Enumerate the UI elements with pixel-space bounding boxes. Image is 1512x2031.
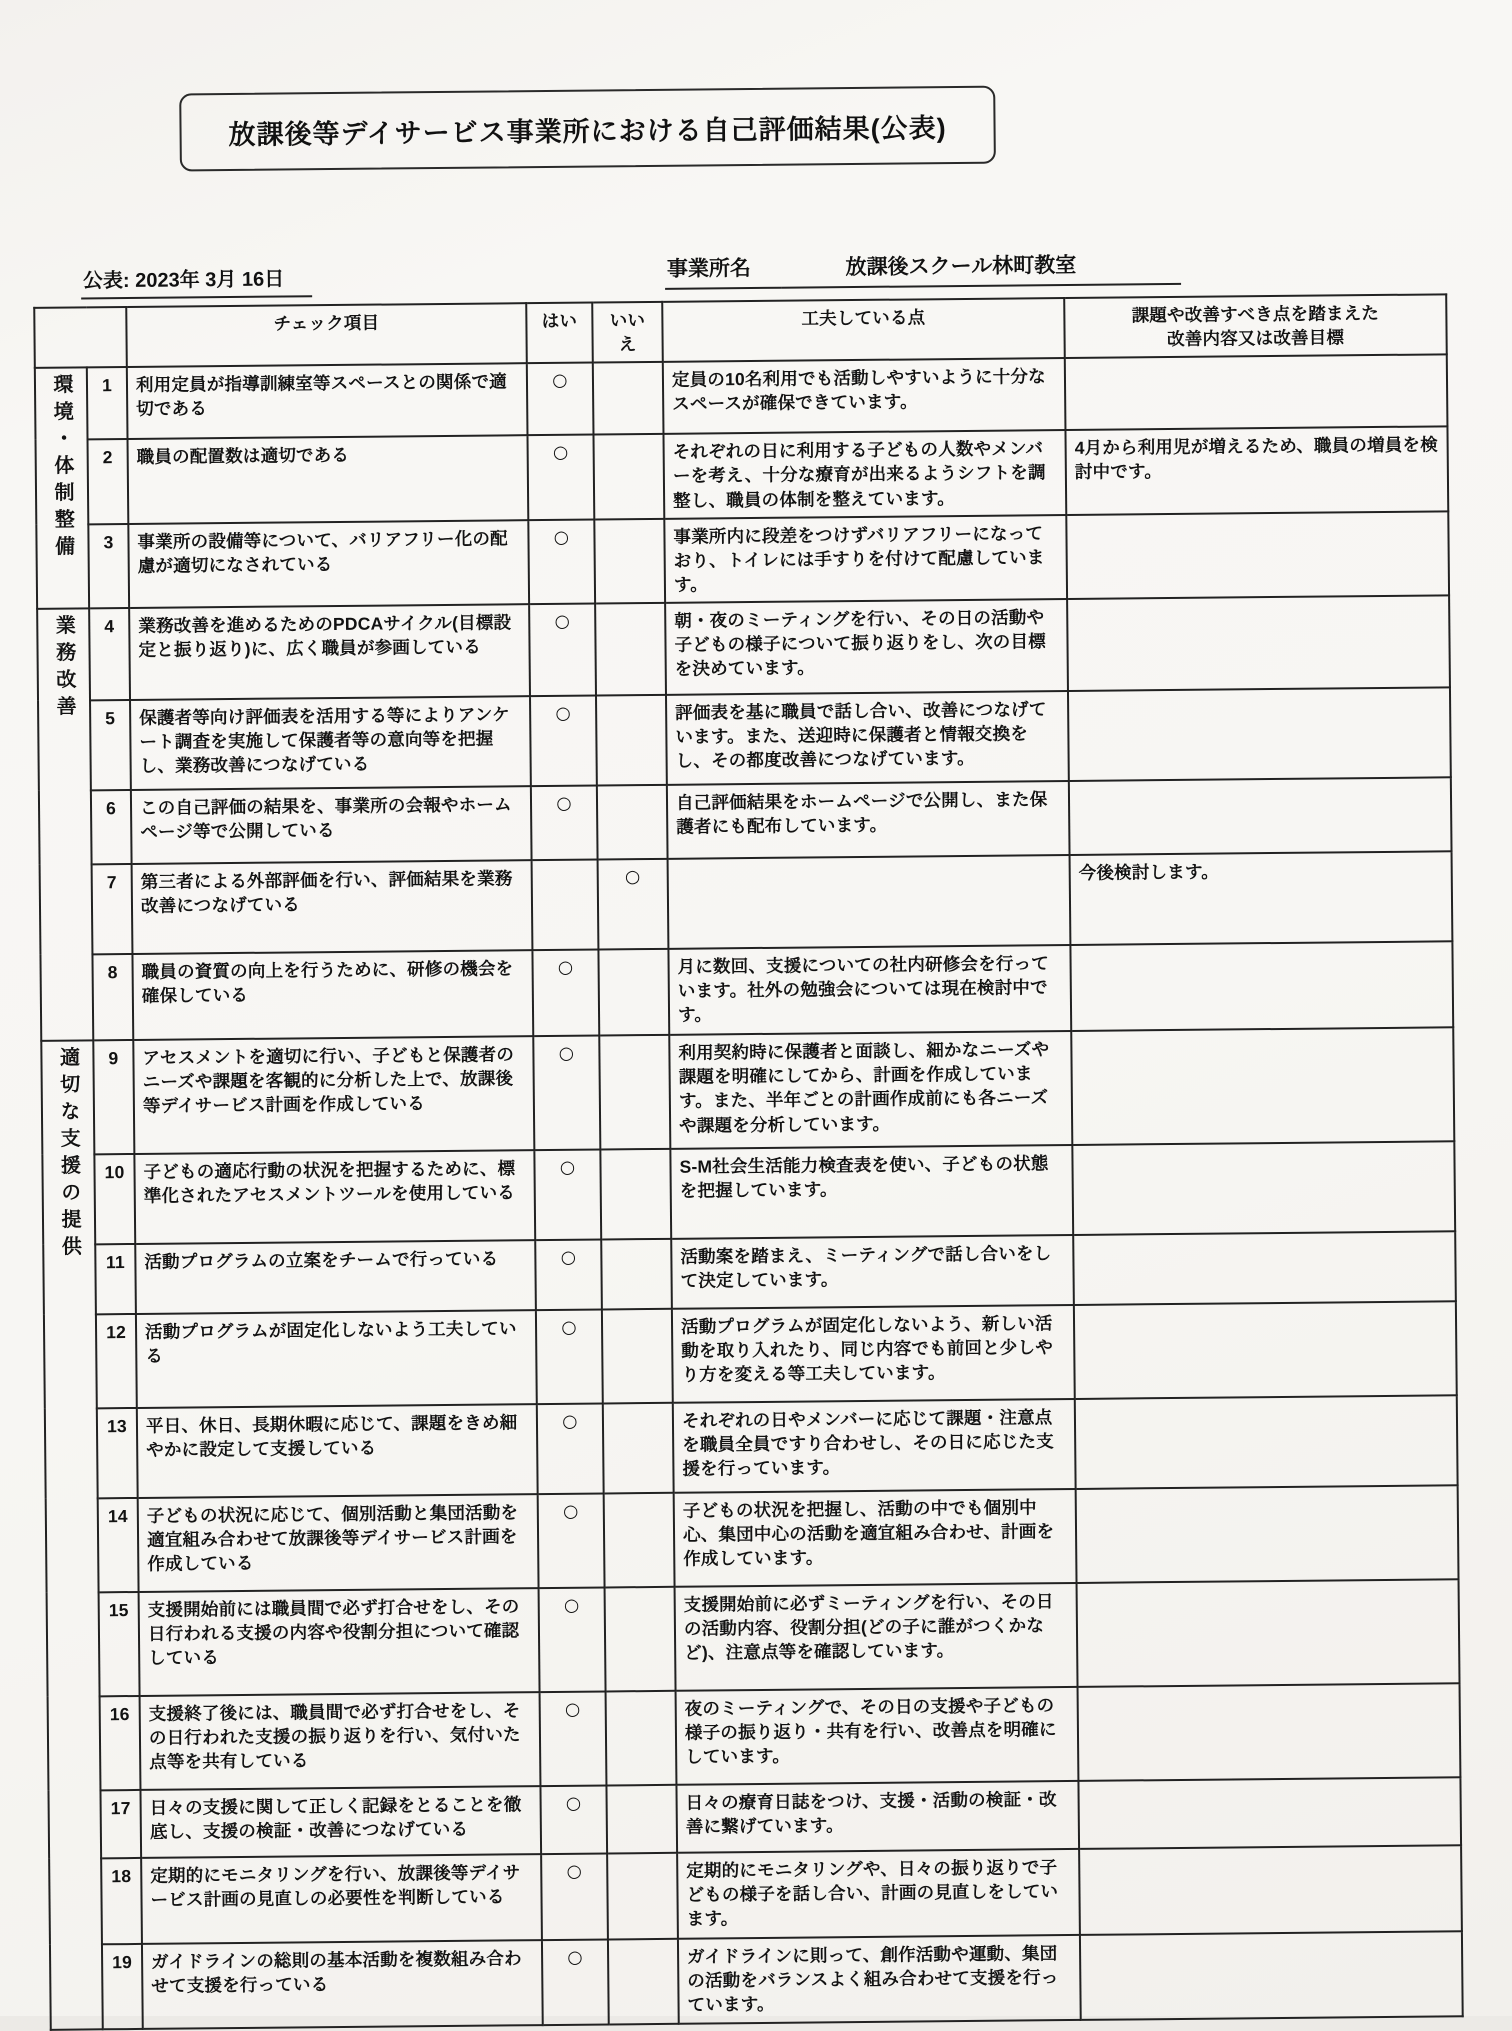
- meta-line: [0, 245, 1505, 300]
- table-row: [47, 1579, 1460, 1697]
- row-number: 16: [100, 1696, 141, 1790]
- devised-point: 月に数回、支援についての社内研修会を行っています。社外の勉強会については現在検討中です。: [668, 945, 1071, 1035]
- check-item: 定期的にモニタリングを行い、放課後等デイサービス計画の見直しの必要性を判断している: [141, 1854, 542, 1944]
- yes-mark: ○: [539, 1588, 606, 1693]
- header-empty-cell: [34, 307, 127, 368]
- office-name: 放課後スクール林町教室: [781, 248, 1181, 289]
- improvement-note: [1079, 1845, 1462, 1935]
- improvement-note: [1067, 595, 1450, 691]
- row-number: 15: [99, 1592, 140, 1696]
- yes-mark: ○: [536, 1310, 603, 1405]
- yes-mark: ○: [528, 519, 595, 604]
- header-yes: はい: [526, 303, 593, 364]
- check-item: 利用定員が指導訓練室等スペースとの関係で適切である: [127, 363, 528, 439]
- check-item: 事業所の設備等について、バリアフリー化の配慮が適切になされている: [128, 520, 529, 608]
- check-item: ガイドラインの総則の基本活動を複数組み合わせて支援を行っている: [142, 1940, 543, 2028]
- row-number: 14: [98, 1498, 139, 1592]
- check-item: 支援開始前には職員間で必ず打合せをし、その日行われる支援の内容や役割分担について確認している: [139, 1588, 540, 1696]
- devised-point: 活動案を踏まえ、ミーティングで話し合いをして決定しています。: [671, 1235, 1074, 1309]
- no-mark: [598, 949, 669, 1036]
- yes-mark: ○: [529, 604, 596, 697]
- no-mark: [601, 1239, 672, 1310]
- row-number: 18: [101, 1858, 142, 1944]
- check-item: この自己評価の結果を、事業所の会報やホームページ等で公開している: [131, 786, 532, 864]
- no-mark: [606, 1691, 677, 1786]
- table-row: [46, 1485, 1459, 1593]
- check-item: 第三者による外部評価を行い、評価結果を業務改善につなげている: [132, 860, 533, 954]
- no-mark: ○: [598, 859, 669, 950]
- no-mark: [607, 1853, 678, 1940]
- category-business-improvement: 業務改善: [37, 609, 93, 1041]
- devised-point: 事業所内に段差をつけずバリアフリーになっており、トイレには手すりを付けて配慮しています。: [664, 515, 1067, 603]
- check-item: 業務改善を進めるためのPDCAサイクル(目標設定と振り返り)に、広く職員が参画している: [129, 604, 530, 700]
- table-row: [38, 687, 1451, 791]
- table-row: [48, 1683, 1461, 1791]
- table-row: [43, 1231, 1456, 1315]
- yes-mark: ○: [542, 1940, 609, 2025]
- improvement-note: [1080, 1931, 1463, 2019]
- no-mark: [600, 1149, 671, 1240]
- row-number: 6: [91, 790, 132, 864]
- improvement-note: [1075, 1395, 1458, 1489]
- yes-mark: ○: [527, 435, 594, 520]
- improvement-note: [1066, 511, 1449, 599]
- improvement-note: [1078, 1683, 1461, 1781]
- no-mark: [602, 1309, 673, 1404]
- yes-mark: ○: [541, 1854, 608, 1941]
- check-item: 日々の支援に関して正しく記録をとることを徹底し、支援の検証・改善につなげている: [140, 1786, 541, 1858]
- devised-point: 活動プログラムが固定化しないよう、新しい活動を取り入れたり、同じ内容でも前回と少しやり方を変える等工夫しています。: [672, 1305, 1075, 1403]
- table-row: [50, 1931, 1463, 2029]
- check-item: 子どもの状況に応じて、個別活動と集団活動を適宜組み合わせて放課後等デイサービス計画を作成している: [138, 1494, 539, 1592]
- check-item: アセスメントを適切に行い、子どもと保護者のニーズや課題を客観的に分析した上で、放課後等デイサービス計画を作成している: [133, 1036, 534, 1154]
- devised-point: ガイドラインに則って、創作活動や運動、集団の活動をバランスよく組み合わせて支援を行っています。: [678, 1935, 1081, 2023]
- check-item: 子どもの適応行動の状況を把握するために、標準化されたアセスメントツールを使用している: [134, 1150, 535, 1244]
- devised-point: それぞれの日に利用する子どもの人数やメンバーを考え、十分な療育が出来るようシフトを調整し、職員の体制を整えています。: [663, 430, 1066, 518]
- row-number: 7: [92, 864, 133, 954]
- no-mark: [593, 362, 664, 435]
- header-no: いいえ: [592, 302, 663, 363]
- yes-mark: ○: [527, 363, 594, 436]
- check-item: 活動プログラムの立案をチームで行っている: [135, 1240, 536, 1314]
- header-devised-points: 工夫している点: [662, 298, 1065, 362]
- devised-point: 利用契約時に保護者と面談し、細かなニーズや課題を明確にしてから、計画を作成しています。また、半年ごとの計画作成前にも各ニーズや課題を分析しています。: [669, 1031, 1072, 1149]
- row-number: 2: [88, 439, 129, 524]
- devised-point: 評価表を基に職員で話し合い、改善につなげています。また、送迎時に保護者と情報交換をし、その都度改善につなげています。: [666, 691, 1069, 785]
- improvement-note: [1065, 355, 1448, 431]
- yes-mark: ○: [537, 1404, 604, 1495]
- improvement-note: 今後検討します。: [1070, 851, 1453, 945]
- improvement-note: [1076, 1485, 1459, 1583]
- category-environment: 環境・体制整備: [35, 368, 89, 609]
- check-item: 保護者等向け評価表を活用する等によりアンケート調査を実施して保護者等の意向等を把握し、業務改善につなげている: [130, 696, 531, 790]
- no-mark: [599, 1035, 670, 1150]
- table-row: [42, 1141, 1455, 1245]
- category-appropriate-support: 適切な支援の提供: [41, 1040, 102, 2029]
- no-mark: [603, 1403, 674, 1494]
- check-item: 職員の配置数は適切である: [128, 435, 529, 523]
- table-row: [39, 777, 1452, 865]
- improvement-note: [1073, 1231, 1456, 1305]
- yes-mark: ○: [531, 786, 598, 861]
- row-number: 10: [94, 1154, 135, 1244]
- table-row: [44, 1301, 1457, 1409]
- table-row: [40, 941, 1453, 1041]
- table-row: [40, 851, 1453, 955]
- improvement-note: [1077, 1579, 1460, 1687]
- yes-mark: ○: [533, 1036, 600, 1151]
- yes-mark: ○: [540, 1786, 607, 1855]
- row-number: 12: [96, 1314, 137, 1408]
- devised-point: 子どもの状況を把握し、活動の中でも個別中心、集団中心の活動を適宜組み合わせ、計画を作成しています。: [674, 1489, 1077, 1587]
- devised-point: 支援開始前に必ずミーティングを行い、その日の活動内容、役割分担(どの子に誰がつくかなど)、注意点等を確認しています。: [675, 1583, 1078, 1691]
- yes-mark: [532, 860, 599, 951]
- no-mark: [604, 1493, 675, 1588]
- yes-mark: ○: [530, 696, 597, 787]
- row-number: 9: [93, 1040, 134, 1154]
- self-evaluation-table: [33, 293, 1463, 2030]
- improvement-note: 4月から利用児が増えるため、職員の増員を検討中です。: [1065, 427, 1448, 515]
- devised-point: [668, 855, 1071, 949]
- no-mark: [594, 519, 665, 604]
- check-item: 職員の資質の向上を行うために、研修の機会を確保している: [132, 950, 533, 1040]
- page-title: 放課後等デイサービス事業所における自己評価結果(公表): [228, 112, 947, 150]
- yes-mark: ○: [535, 1240, 602, 1311]
- no-mark: [606, 1785, 677, 1854]
- row-number: 19: [102, 1944, 143, 2029]
- table-row: [49, 1845, 1462, 1945]
- header-check-item: チェック項目: [126, 303, 527, 367]
- no-mark: [596, 695, 667, 786]
- publish-date: 公表: 2023年 3月 16日: [81, 262, 313, 299]
- improvement-note: [1068, 687, 1451, 781]
- devised-point: 日々の療育日誌をつけ、支援・活動の検証・改善に繋げています。: [676, 1781, 1079, 1853]
- check-item: 平日、休日、長期休暇に応じて、課題をきめ細やかに設定して支援している: [137, 1404, 538, 1498]
- devised-point: 定期的にモニタリングや、日々の振り返りで子どもの様子を話し合い、計画の見直しをしています。: [677, 1849, 1080, 1939]
- devised-point: それぞれの日やメンバーに応じて課題・注意点を職員全員ですり合わせし、その日に応じた支援を行っています。: [673, 1399, 1076, 1493]
- yes-mark: ○: [540, 1692, 607, 1787]
- title-box: [179, 86, 996, 172]
- yes-mark: ○: [538, 1494, 605, 1589]
- improvement-note: [1074, 1301, 1457, 1399]
- table-row: [37, 595, 1450, 701]
- row-number: 11: [95, 1244, 136, 1314]
- row-number: 17: [100, 1790, 141, 1858]
- row-number: 4: [89, 608, 130, 700]
- devised-point: 朝・夜のミーティングを行い、その日の活動や子どもの様子について振り返りをし、次の目標を決めています。: [665, 599, 1068, 695]
- table-row: [36, 511, 1449, 609]
- devised-point: 定員の10名利用でも活動しやすいように十分なスペースが確保できています。: [663, 358, 1066, 434]
- improvement-note: [1070, 941, 1453, 1031]
- header-improvement: 課題や改善すべき点を踏まえた 改善内容又は改善目標: [1064, 294, 1447, 358]
- no-mark: [593, 434, 664, 519]
- yes-mark: ○: [534, 1150, 601, 1241]
- yes-mark: ○: [532, 950, 599, 1037]
- table-row: [41, 1027, 1454, 1155]
- devised-point: 夜のミーティングで、その日の支援や子どもの様子の振り返り・共有を行い、改善点を明確にしています。: [676, 1687, 1079, 1785]
- no-mark: [595, 603, 666, 696]
- table-row: [35, 355, 1448, 441]
- office-label: 事業所名: [665, 252, 781, 290]
- row-number: 8: [92, 954, 133, 1040]
- check-item: 活動プログラムが固定化しないよう工夫している: [136, 1310, 537, 1408]
- improvement-note: [1072, 1141, 1455, 1235]
- devised-point: 自己評価結果をホームページで公開し、また保護者にも配布しています。: [667, 781, 1070, 859]
- improvement-note: [1078, 1777, 1461, 1849]
- row-number: 1: [87, 367, 128, 439]
- improvement-note: [1071, 1027, 1454, 1145]
- improvement-note: [1069, 777, 1452, 855]
- devised-point: S-M社会生活能力検査表を使い、子どもの状態を把握しています。: [670, 1145, 1073, 1239]
- office-field: [665, 248, 1181, 290]
- no-mark: [605, 1587, 676, 1692]
- row-number: 5: [90, 700, 131, 790]
- no-mark: [597, 785, 668, 860]
- table-row: [45, 1395, 1458, 1499]
- row-number: 13: [97, 1408, 138, 1498]
- row-number: 3: [88, 524, 129, 609]
- check-item: 支援終了後には、職員間で必ず打合せをし、その日行われた支援の振り返りを行い、気付いた点等を共有している: [140, 1692, 541, 1790]
- no-mark: [608, 1939, 679, 2024]
- table-row: [36, 427, 1449, 525]
